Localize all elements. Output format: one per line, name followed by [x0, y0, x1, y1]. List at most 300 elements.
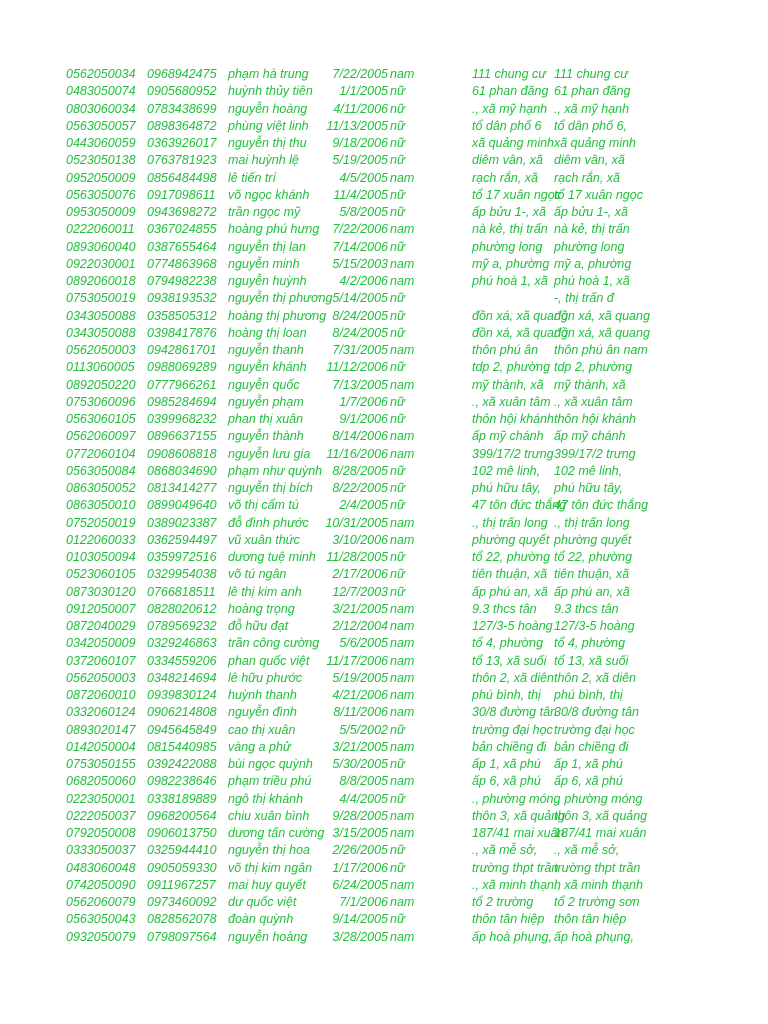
gender-cell[interactable]: nữ	[390, 360, 405, 375]
phone-cell[interactable]: 0798097564	[147, 929, 217, 944]
birthdate-cell[interactable]: 4/5/2005	[339, 170, 388, 185]
address-copy-cell[interactable]: trường đại học	[554, 722, 635, 737]
name-cell[interactable]: nguyễn thị lan	[228, 239, 306, 254]
gender-cell[interactable]: nữ	[390, 118, 405, 133]
gender-cell[interactable]: nam	[390, 170, 415, 185]
name-cell[interactable]: nguyễn thị hoa	[228, 843, 311, 858]
birthdate-cell[interactable]: 1/7/2006	[339, 394, 388, 409]
phone-cell[interactable]: 0362594497	[147, 532, 217, 547]
gender-cell[interactable]: nữ	[390, 394, 405, 409]
name-cell[interactable]: trần ngọc mỹ	[228, 205, 301, 219]
id-cell[interactable]: 0772060104	[66, 446, 136, 461]
address-copy-cell[interactable]: ., xã mễ sở,	[554, 843, 620, 858]
phone-cell[interactable]: 0763781923	[147, 153, 217, 168]
gender-cell[interactable]: nữ	[390, 101, 405, 116]
address-copy-cell[interactable]: tiên thuận, xã	[554, 567, 630, 582]
address-cell[interactable]: diêm vân, xã	[472, 153, 543, 168]
name-cell[interactable]: dương tấn cường	[228, 826, 325, 840]
address-copy-cell[interactable]: phường quyết	[554, 532, 632, 547]
address-cell[interactable]: ., thị trấn long	[472, 515, 548, 530]
id-cell[interactable]: 0872040029	[66, 619, 136, 633]
address-copy-cell[interactable]: ấp mỹ chánh	[554, 429, 626, 444]
gender-cell[interactable]: nam	[390, 774, 415, 789]
gender-cell[interactable]: nam	[390, 826, 415, 840]
address-copy-cell[interactable]: phú hoà 1, xã	[554, 274, 630, 288]
address-cell[interactable]: phú bình, thị	[472, 688, 541, 702]
id-cell[interactable]: 0893060040	[66, 239, 136, 254]
gender-cell[interactable]: nữ	[390, 791, 405, 806]
id-cell[interactable]: 0563050057	[66, 118, 136, 133]
address-copy-cell[interactable]: ., xã xuân tâm	[554, 394, 633, 409]
phone-cell[interactable]: 0896637155	[147, 429, 217, 444]
phone-cell[interactable]: 0985284694	[147, 394, 217, 409]
address-copy-cell[interactable]: diêm vân, xã	[554, 153, 625, 168]
birthdate-cell[interactable]: 10/31/2005	[325, 515, 388, 530]
name-cell[interactable]: hoàng thị phương	[228, 308, 327, 323]
phone-cell[interactable]: 0828562078	[147, 912, 217, 927]
phone-cell[interactable]: 0828020612	[147, 601, 217, 616]
id-cell[interactable]: 0753050155	[66, 757, 136, 771]
phone-cell[interactable]: 0325944410	[147, 843, 217, 858]
gender-cell[interactable]: nữ	[390, 722, 405, 737]
birthdate-cell[interactable]: 8/24/2005	[332, 308, 388, 323]
id-cell[interactable]: 0753060096	[66, 394, 136, 409]
address-cell[interactable]: tổ 22, phường	[472, 550, 551, 564]
name-cell[interactable]: võ ngọc khánh	[228, 187, 310, 202]
birthdate-cell[interactable]: 3/15/2005	[332, 826, 388, 840]
name-cell[interactable]: võ thị cẩm tú	[228, 498, 299, 513]
name-cell[interactable]: trần công cường	[228, 636, 320, 651]
phone-cell[interactable]: 0943698272	[147, 205, 217, 219]
phone-cell[interactable]: 0898364872	[147, 118, 217, 133]
gender-cell[interactable]: nam	[390, 688, 415, 702]
address-copy-cell[interactable]: thôn hội khánh	[554, 412, 637, 426]
phone-cell[interactable]: 0367024855	[147, 222, 217, 237]
name-cell[interactable]: nguyễn hoàng	[228, 101, 308, 116]
birthdate-cell[interactable]: 2/12/2004	[332, 619, 388, 633]
address-copy-cell[interactable]: tổ 17 xuân ngọc	[554, 187, 643, 202]
birthdate-cell[interactable]: 1/1/2005	[339, 84, 388, 99]
phone-cell[interactable]: 0988069289	[147, 360, 217, 375]
phone-cell[interactable]: 0766818511	[147, 584, 216, 599]
phone-cell[interactable]: 0856484498	[147, 170, 217, 185]
id-cell[interactable]: 0563060105	[66, 412, 136, 426]
id-cell[interactable]: 0872060010	[66, 688, 136, 702]
address-cell[interactable]: 127/3-5 hoàng	[472, 619, 553, 633]
name-cell[interactable]: nguyễn huỳnh	[228, 274, 307, 288]
id-cell[interactable]: 0912050007	[66, 601, 136, 616]
phone-cell[interactable]: 0982238646	[147, 774, 217, 789]
name-cell[interactable]: lê tiến trí	[228, 170, 276, 185]
address-copy-cell[interactable]: phường long	[554, 239, 625, 254]
address-cell[interactable]: tdp 2, phường	[472, 360, 551, 375]
id-cell[interactable]: 0562050003	[66, 343, 136, 357]
address-cell[interactable]: nà kẻ, thị trấn	[472, 222, 548, 237]
name-cell[interactable]: hoàng thị loan	[228, 325, 307, 340]
address-copy-cell[interactable]: ấp 1, xã phú	[554, 757, 623, 771]
birthdate-cell[interactable]: 4/11/2006	[333, 101, 388, 116]
id-cell[interactable]: 0932050079	[66, 929, 136, 944]
name-cell[interactable]: đỗ đình phước	[228, 515, 309, 530]
id-cell[interactable]: 0562060079	[66, 895, 136, 909]
address-copy-cell[interactable]: ., phường móng	[554, 791, 643, 806]
name-cell[interactable]: phạm như quỳnh	[228, 463, 323, 478]
id-cell[interactable]: 0372060107	[66, 653, 136, 668]
birthdate-cell[interactable]: 11/13/2005	[326, 118, 388, 133]
birthdate-cell[interactable]: 8/11/2006	[333, 705, 388, 720]
birthdate-cell[interactable]: 3/21/2005	[332, 739, 388, 754]
address-copy-cell[interactable]: nà kẻ, thị trấn	[554, 222, 630, 237]
id-cell[interactable]: 0803060034	[66, 101, 136, 116]
address-cell[interactable]: đồn xá, xã quang	[472, 308, 568, 323]
birthdate-cell[interactable]: 5/14/2005	[332, 291, 388, 306]
gender-cell[interactable]: nam	[390, 446, 415, 461]
phone-cell[interactable]: 0973460092	[147, 895, 217, 909]
address-copy-cell[interactable]: 399/17/2 trưng	[554, 446, 636, 461]
address-copy-cell[interactable]: mỹ thành, xã	[554, 377, 626, 392]
gender-cell[interactable]: nữ	[390, 584, 405, 599]
id-cell[interactable]: 0563050043	[66, 912, 136, 927]
address-copy-cell[interactable]: phú hữu tây,	[554, 481, 623, 495]
phone-cell[interactable]: 0911967257	[147, 877, 216, 892]
address-copy-cell[interactable]: ấp 6, xã phú	[554, 774, 623, 789]
id-cell[interactable]: 0792050008	[66, 826, 136, 840]
phone-cell[interactable]: 0359972516	[147, 550, 217, 564]
address-copy-cell[interactable]: thôn phú ân nam	[554, 343, 648, 357]
gender-cell[interactable]: nữ	[390, 187, 405, 202]
name-cell[interactable]: đỗ hữu đạt	[228, 619, 289, 633]
name-cell[interactable]: nguyễn thanh	[228, 343, 304, 357]
id-cell[interactable]: 0483060048	[66, 860, 136, 875]
phone-cell[interactable]: 0774863968	[147, 256, 217, 271]
id-cell[interactable]: 0142050004	[66, 739, 136, 754]
name-cell[interactable]: mai huỳnh lệ	[228, 153, 299, 168]
address-cell[interactable]: tổ 17 xuân ngọc	[472, 187, 561, 202]
gender-cell[interactable]: nam	[390, 653, 415, 668]
name-cell[interactable]: nguyễn phạm	[228, 394, 304, 409]
address-cell[interactable]: bản chiềng đi	[472, 739, 547, 754]
address-cell[interactable]: 111 chung cư	[472, 67, 547, 81]
gender-cell[interactable]: nam	[390, 429, 415, 444]
gender-cell[interactable]: nam	[390, 929, 415, 944]
birthdate-cell[interactable]: 7/13/2005	[332, 377, 388, 392]
birthdate-cell[interactable]: 7/1/2006	[339, 895, 388, 909]
address-copy-cell[interactable]: rạch rắn, xã	[554, 170, 621, 185]
id-cell[interactable]: 0952050009	[66, 170, 136, 185]
name-cell[interactable]: phan thị xuân	[228, 412, 304, 426]
address-cell[interactable]: 399/17/2 trưng	[472, 446, 554, 461]
gender-cell[interactable]: nữ	[390, 153, 405, 168]
id-cell[interactable]: 0483050074	[66, 84, 136, 99]
address-cell[interactable]: ., xã minh thạnh	[472, 877, 561, 892]
phone-cell[interactable]: 0329954038	[147, 567, 217, 582]
birthdate-cell[interactable]: 8/22/2005	[332, 481, 388, 495]
address-copy-cell[interactable]: 102 mê linh,	[554, 463, 623, 478]
id-cell[interactable]: 0863050052	[66, 481, 136, 495]
id-cell[interactable]: 0873030120	[66, 584, 136, 599]
phone-cell[interactable]: 0392422088	[147, 757, 217, 771]
phone-cell[interactable]: 0906013750	[147, 826, 217, 840]
phone-cell[interactable]: 0358505312	[147, 308, 217, 323]
id-cell[interactable]: 0523060105	[66, 567, 136, 582]
id-cell[interactable]: 0343050088	[66, 325, 136, 340]
gender-cell[interactable]: nữ	[390, 84, 405, 99]
phone-cell[interactable]: 0338189889	[147, 791, 217, 806]
name-cell[interactable]: ngô thị khánh	[228, 791, 304, 806]
birthdate-cell[interactable]: 11/12/2006	[326, 360, 388, 375]
name-cell[interactable]: phạm triều phú	[228, 774, 312, 789]
phone-cell[interactable]: 0917098611	[147, 187, 216, 202]
name-cell[interactable]: bùi ngọc quỳnh	[228, 757, 313, 771]
name-cell[interactable]: lê thị kim anh	[228, 584, 302, 599]
id-cell[interactable]: 0953050009	[66, 205, 136, 219]
id-cell[interactable]: 0892050220	[66, 377, 136, 392]
gender-cell[interactable]: nam	[390, 601, 415, 616]
address-cell[interactable]: ., phường móng	[472, 791, 561, 806]
address-cell[interactable]: mỹ a, phường	[472, 256, 550, 271]
birthdate-cell[interactable]: 5/6/2005	[339, 636, 388, 651]
id-cell[interactable]: 0922030001	[66, 256, 136, 271]
birthdate-cell[interactable]: 5/8/2005	[339, 205, 388, 219]
address-cell[interactable]: thôn 3, xã quảng	[472, 808, 566, 823]
birthdate-cell[interactable]: 7/22/2006	[332, 222, 388, 237]
gender-cell[interactable]: nữ	[390, 239, 405, 254]
gender-cell[interactable]: nữ	[390, 567, 405, 582]
name-cell[interactable]: vũ xuân thức	[228, 532, 300, 547]
address-cell[interactable]: 187/41 mai xuân	[472, 826, 565, 840]
gender-cell[interactable]: nữ	[390, 291, 405, 306]
name-cell[interactable]: đoàn quỳnh	[228, 912, 294, 927]
birthdate-cell[interactable]: 2/17/2006	[332, 567, 388, 582]
address-copy-cell[interactable]: trường thpt trần	[554, 860, 641, 875]
address-cell[interactable]: đồn xá, xã quang	[472, 325, 568, 340]
id-cell[interactable]: 0892060018	[66, 274, 136, 288]
birthdate-cell[interactable]: 9/28/2005	[332, 808, 388, 823]
gender-cell[interactable]: nữ	[390, 325, 405, 340]
phone-cell[interactable]: 0868034690	[147, 463, 217, 478]
gender-cell[interactable]: nữ	[390, 498, 405, 513]
address-cell[interactable]: tổ dân phố 6	[472, 118, 542, 133]
id-cell[interactable]: 0753050019	[66, 291, 136, 306]
phone-cell[interactable]: 0905059330	[147, 860, 217, 875]
gender-cell[interactable]: nam	[390, 808, 415, 823]
birthdate-cell[interactable]: 4/21/2006	[332, 688, 388, 702]
address-cell[interactable]: thôn tân hiệp	[472, 912, 545, 927]
name-cell[interactable]: nguyễn đình	[228, 705, 297, 720]
phone-cell[interactable]: 0789569232	[147, 619, 217, 633]
id-cell[interactable]: 0222050037	[66, 808, 136, 823]
address-copy-cell[interactable]: ấp bửu 1-, xã	[554, 205, 628, 219]
address-copy-cell[interactable]: tổ 2 trường sơn	[554, 895, 640, 909]
id-cell[interactable]: 0563050076	[66, 187, 136, 202]
address-copy-cell[interactable]: 47 tôn đức thắng	[554, 498, 649, 513]
name-cell[interactable]: nguyễn thị thu	[228, 136, 307, 150]
address-copy-cell[interactable]: 187/41 mai xuân	[554, 826, 647, 840]
gender-cell[interactable]: nữ	[390, 550, 405, 564]
gender-cell[interactable]: nữ	[390, 757, 405, 771]
address-copy-cell[interactable]: 9.3 thcs tân	[554, 601, 619, 616]
gender-cell[interactable]: nam	[390, 256, 415, 271]
address-copy-cell[interactable]: 61 phan đăng	[554, 84, 631, 99]
birthdate-cell[interactable]: 3/21/2005	[332, 601, 388, 616]
phone-cell[interactable]: 0329246863	[147, 636, 217, 651]
address-cell[interactable]: xã quảng minh	[472, 136, 555, 150]
address-copy-cell[interactable]: mỹ a, phường	[554, 256, 632, 271]
birthdate-cell[interactable]: 11/17/2006	[326, 653, 388, 668]
id-cell[interactable]: 0332060124	[66, 705, 136, 720]
id-cell[interactable]: 0562060097	[66, 429, 136, 444]
phone-cell[interactable]: 0899049640	[147, 498, 217, 513]
name-cell[interactable]: nguyễn hoàng	[228, 929, 308, 944]
birthdate-cell[interactable]: 5/15/2003	[332, 256, 388, 271]
name-cell[interactable]: võ thị kim ngân	[228, 860, 313, 875]
address-cell[interactable]: ., xã xuân tâm	[472, 394, 551, 409]
address-cell[interactable]: ấp hoà phụng,	[472, 929, 552, 944]
birthdate-cell[interactable]: 8/14/2006	[332, 429, 388, 444]
name-cell[interactable]: dương tuệ minh	[228, 550, 316, 564]
phone-cell[interactable]: 0813414277	[147, 481, 217, 495]
address-copy-cell[interactable]: ., xã mỹ hạnh	[554, 101, 630, 116]
id-cell[interactable]: 0443060059	[66, 136, 136, 150]
address-cell[interactable]: 9.3 thcs tân	[472, 601, 537, 616]
gender-cell[interactable]: nữ	[390, 912, 405, 927]
phone-cell[interactable]: 0348214694	[147, 670, 217, 685]
id-cell[interactable]: 0222060011	[66, 222, 135, 237]
address-copy-cell[interactable]: 111 chung cư	[554, 67, 629, 81]
gender-cell[interactable]: nam	[390, 274, 415, 288]
address-cell[interactable]: phú hoà 1, xã	[472, 274, 548, 288]
id-cell[interactable]: 0103050094	[66, 550, 136, 564]
address-copy-cell[interactable]: ., xã minh thạnh	[554, 877, 643, 892]
name-cell[interactable]: nguyễn quốc	[228, 377, 300, 392]
address-copy-cell[interactable]: tổ dân phố 6,	[554, 118, 627, 133]
id-cell[interactable]: 0342050009	[66, 636, 136, 651]
phone-cell[interactable]: 0783438699	[147, 101, 217, 116]
name-cell[interactable]: huỳnh thủy tiên	[228, 84, 313, 99]
phone-cell[interactable]: 0942861701	[147, 343, 217, 357]
address-cell[interactable]: thôn 2, xã diên	[472, 670, 555, 685]
birthdate-cell[interactable]: 7/22/2005	[332, 67, 388, 81]
address-cell[interactable]: mỹ thành, xã	[472, 377, 544, 392]
gender-cell[interactable]: nam	[390, 67, 415, 81]
gender-cell[interactable]: nam	[390, 705, 415, 720]
address-cell[interactable]: tiên thuận, xã	[472, 567, 548, 582]
address-copy-cell[interactable]: -, thị trấn đ	[554, 291, 614, 306]
gender-cell[interactable]: nữ	[390, 136, 405, 150]
address-copy-cell[interactable]: đồn xá, xã quang	[554, 325, 650, 340]
address-cell[interactable]: ấp mỹ chánh	[472, 429, 544, 444]
gender-cell[interactable]: nữ	[390, 481, 405, 495]
birthdate-cell[interactable]: 8/24/2005	[332, 325, 388, 340]
birthdate-cell[interactable]: 5/5/2002	[339, 722, 388, 737]
name-cell[interactable]: vàng a phử	[228, 739, 291, 754]
name-cell[interactable]: mai huy quyết	[228, 877, 306, 892]
gender-cell[interactable]: nữ	[390, 412, 405, 426]
birthdate-cell[interactable]: 5/19/2005	[332, 670, 388, 685]
gender-cell[interactable]: nam	[390, 377, 415, 392]
id-cell[interactable]: 0333050037	[66, 843, 136, 858]
id-cell[interactable]: 0343050088	[66, 308, 136, 323]
phone-cell[interactable]: 0334559206	[147, 653, 217, 668]
address-copy-cell[interactable]: đồn xá, xã quang	[554, 308, 650, 323]
gender-cell[interactable]: nam	[390, 739, 415, 754]
birthdate-cell[interactable]: 8/8/2005	[339, 774, 388, 789]
phone-cell[interactable]: 0908608818	[147, 446, 217, 461]
id-cell[interactable]: 0682050060	[66, 774, 136, 789]
address-copy-cell[interactable]: ấp hoà phụng,	[554, 929, 634, 944]
address-cell[interactable]: 102 mê linh,	[472, 463, 541, 478]
gender-cell[interactable]: nam	[390, 895, 415, 909]
phone-cell[interactable]: 0938193532	[147, 291, 217, 306]
name-cell[interactable]: nguyễn thành	[228, 429, 304, 444]
address-copy-cell[interactable]: 30/8 đường tân	[554, 705, 639, 720]
address-cell[interactable]: tổ 13, xã suối	[472, 653, 547, 668]
birthdate-cell[interactable]: 2/4/2005	[339, 498, 388, 513]
address-cell[interactable]: ., xã mễ sở,	[472, 843, 538, 858]
address-copy-cell[interactable]: tổ 4, phường	[554, 636, 626, 651]
address-cell[interactable]: 30/8 đường tân	[472, 705, 557, 720]
name-cell[interactable]: nguyễn minh	[228, 256, 300, 271]
gender-cell[interactable]: nữ	[390, 205, 405, 219]
address-copy-cell[interactable]: thôn 3, xã quảng	[554, 808, 648, 823]
name-cell[interactable]: hoàng phú hưng	[228, 222, 320, 237]
phone-cell[interactable]: 0794982238	[147, 274, 217, 288]
birthdate-cell[interactable]: 11/28/2005	[326, 550, 388, 564]
address-copy-cell[interactable]: tổ 22, phường	[554, 550, 633, 564]
address-copy-cell[interactable]: tdp 2, phường	[554, 360, 633, 375]
gender-cell[interactable]: nam	[390, 636, 415, 651]
id-cell[interactable]: 0562050034	[66, 67, 136, 81]
address-cell[interactable]: ., xã mỹ hạnh	[472, 101, 548, 116]
birthdate-cell[interactable]: 3/28/2005	[332, 929, 388, 944]
name-cell[interactable]: nguyễn lưu gia	[228, 446, 311, 461]
id-cell[interactable]: 0122060033	[66, 532, 136, 547]
gender-cell[interactable]: nam	[390, 515, 415, 530]
birthdate-cell[interactable]: 4/2/2006	[339, 274, 388, 288]
birthdate-cell[interactable]: 5/30/2005	[332, 757, 388, 771]
phone-cell[interactable]: 0906214808	[147, 705, 217, 720]
name-cell[interactable]: nguyễn khánh	[228, 360, 307, 375]
address-copy-cell[interactable]: ., thị trấn long	[554, 515, 630, 530]
gender-cell[interactable]: nam	[390, 532, 415, 547]
phone-cell[interactable]: 0387655464	[147, 239, 217, 254]
birthdate-cell[interactable]: 11/4/2005	[333, 187, 388, 202]
id-cell[interactable]: 0742050090	[66, 877, 136, 892]
address-cell[interactable]: tổ 2 trường	[472, 895, 534, 909]
address-copy-cell[interactable]: xã quảng minh	[554, 136, 637, 150]
address-cell[interactable]: tổ 4, phường	[472, 636, 544, 651]
address-cell[interactable]: ấp bửu 1-, xã	[472, 205, 546, 219]
id-cell[interactable]: 0563050084	[66, 463, 136, 478]
name-cell[interactable]: nguyễn thị bích	[228, 481, 313, 495]
address-cell[interactable]: trường thpt trần	[472, 860, 559, 875]
birthdate-cell[interactable]: 2/26/2005	[332, 843, 388, 858]
birthdate-cell[interactable]: 3/10/2006	[332, 532, 388, 547]
address-cell[interactable]: thôn phú ân	[472, 343, 539, 357]
phone-cell[interactable]: 0968200564	[147, 808, 217, 823]
address-cell[interactable]: phú hữu tây,	[472, 481, 541, 495]
name-cell[interactable]: dư quốc việt	[228, 895, 297, 909]
id-cell[interactable]: 0863050010	[66, 498, 136, 513]
address-copy-cell[interactable]: ấp phú an, xã	[554, 584, 630, 599]
gender-cell[interactable]: nữ	[390, 860, 405, 875]
birthdate-cell[interactable]: 7/31/2005	[332, 343, 388, 357]
birthdate-cell[interactable]: 9/1/2006	[339, 412, 388, 426]
name-cell[interactable]: hoàng trọng	[228, 601, 295, 616]
birthdate-cell[interactable]: 1/17/2006	[332, 860, 388, 875]
birthdate-cell[interactable]: 11/16/2006	[326, 446, 388, 461]
birthdate-cell[interactable]: 8/28/2005	[332, 463, 388, 478]
